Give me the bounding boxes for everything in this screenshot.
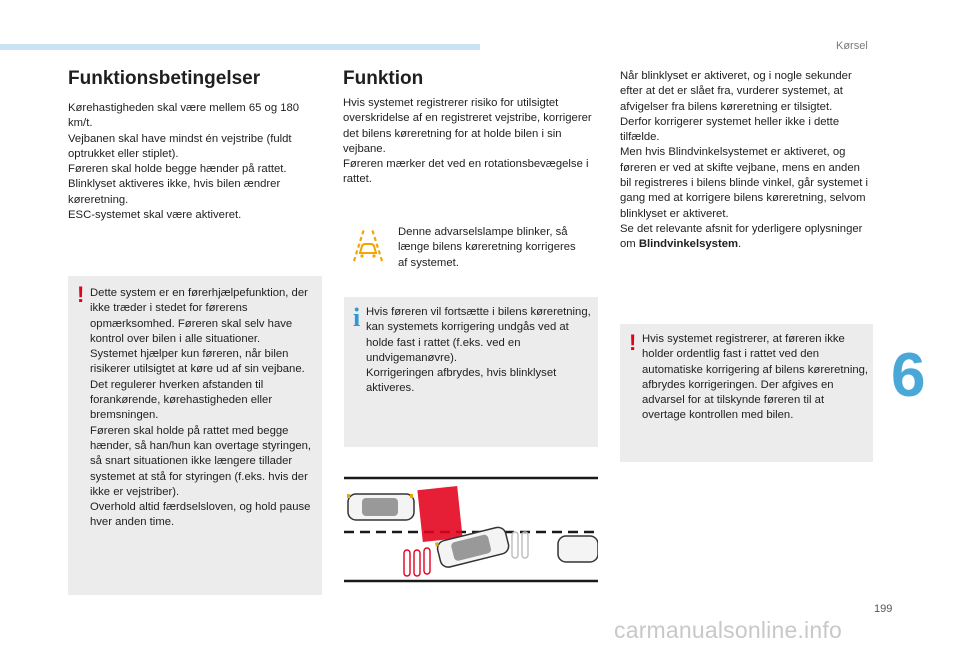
paragraph: Korrigeringen afbrydes, hvis blinklyset aktiveres. <box>366 367 557 395</box>
paragraph: Vejbanen skal have mindst én vejstribe (fuldt optrukket eller stiplet). <box>68 132 292 160</box>
info-text <box>366 305 594 397</box>
paragraph: ESC-systemet skal være aktiveret. <box>68 209 242 222</box>
paragraph: Blinklyset aktiveres ikke, hvis bilen ændrer køreretning. <box>68 178 281 206</box>
paragraph: Hvis føreren vil fortsætte i bilens køreretning, kan systemets korrigering undgås ved at holde fast i rattet (f.eks. ved en undvigemanøvre). <box>366 306 591 364</box>
blind-spot-zone <box>417 486 462 542</box>
lamp-description: Denne advarselslampe blinker, så længe bilens køreretning korrigeres af systemet. <box>398 226 576 269</box>
section-title: Kørsel <box>836 40 868 52</box>
lane-keeping-lamp-icon <box>348 225 388 263</box>
reference-link: Blindvinkelsystem <box>638 238 739 251</box>
other-car-icon <box>347 494 414 520</box>
right-text <box>620 69 874 253</box>
warning-box-left <box>68 276 322 595</box>
right-car-icon <box>558 536 598 562</box>
header-bar <box>0 44 480 50</box>
watermark: carmanualsonline.info <box>614 617 842 643</box>
paragraph: Kørehastigheden skal være mellem 65 og 180 km/t. <box>68 102 300 130</box>
function-text <box>343 96 601 188</box>
warning-box-right <box>620 324 873 462</box>
warning-icon: ! <box>629 330 637 355</box>
warning-text <box>90 286 316 531</box>
reference-text: Se det relevante afsnit for yderligere oplysninger om <box>620 222 863 251</box>
paragraph: Når blinklyset er aktiveret, og i nogle sekunder efter at det er slået fra, vurderer systemet, at afvigelser fra bilens køreretning er tilsigtet. <box>620 70 852 113</box>
paragraph: Systemet hjælper kun føreren, når bilen risikerer utilsigtet at køre ud af sin vejbane. Det regulerer hverken afstanden til forankørende, kørehastigheden eller bremsningen. <box>90 348 305 422</box>
paragraph: Hvis systemet registrerer risiko for utilsigtet overskridelse af en registreret vejstribe, korrigerer det bilens køreretning for at holde bilen i sin vejbane. <box>343 97 592 155</box>
function-title: Funktion <box>343 68 424 89</box>
paragraph: Føreren skal holde begge hænder på rattet. <box>68 163 287 176</box>
info-box <box>344 297 598 447</box>
paragraph: Hvis systemet registrerer, at føreren ikke holder ordentlig fast i rattet ved den automatiske korrigering af bilens køreretning, afbrydes korrigeringen. Der afgives en advarsel for at tilskynde føreren til at overtage kontrollen med bilen. <box>642 333 869 422</box>
conditions-text <box>68 101 304 223</box>
paragraph: Men hvis Blindvinkelsystemet er aktiveret, og føreren er ved at skifte vejbane, mens en anden bil registreres i bilens blinde vinkel, går systemet i gang med at korrigere bilens køreretning, selvom blinklyset er aktiveret. <box>620 146 869 220</box>
paragraph: Derfor korrigerer systemet heller ikke i dette tilfælde. <box>620 115 840 144</box>
paragraph: Dette system er en førerhjælpefunktion, der ikke træder i stedet for førerens opmærksomhed. Føreren skal selv have kontrol over bilen i alle situationer. <box>90 287 308 345</box>
reference-end: . <box>738 238 742 251</box>
paragraph: Føreren skal holde på rattet med begge hænder, så han/hun kan overtage styringen, så snart situationen ikke længere tillader systemet at stå for styringen (f.eks. hvis der ikke er vejstriber). <box>90 424 312 498</box>
page-number: 199 <box>874 603 893 615</box>
conditions-title: Funktionsbetingelser <box>68 68 261 89</box>
paragraph: Føreren mærker det ved en rotationsbevægelse i rattet. <box>343 158 589 186</box>
chapter-number: 6 <box>891 341 926 410</box>
warning-text <box>642 332 870 424</box>
reference-paragraph <box>620 222 874 253</box>
lane-correction-illustration <box>344 474 598 584</box>
info-icon: i <box>353 303 361 332</box>
paragraph: Overhold altid færdselsloven, og hold pause hver anden time. <box>90 501 311 529</box>
warning-icon: ! <box>77 282 85 307</box>
